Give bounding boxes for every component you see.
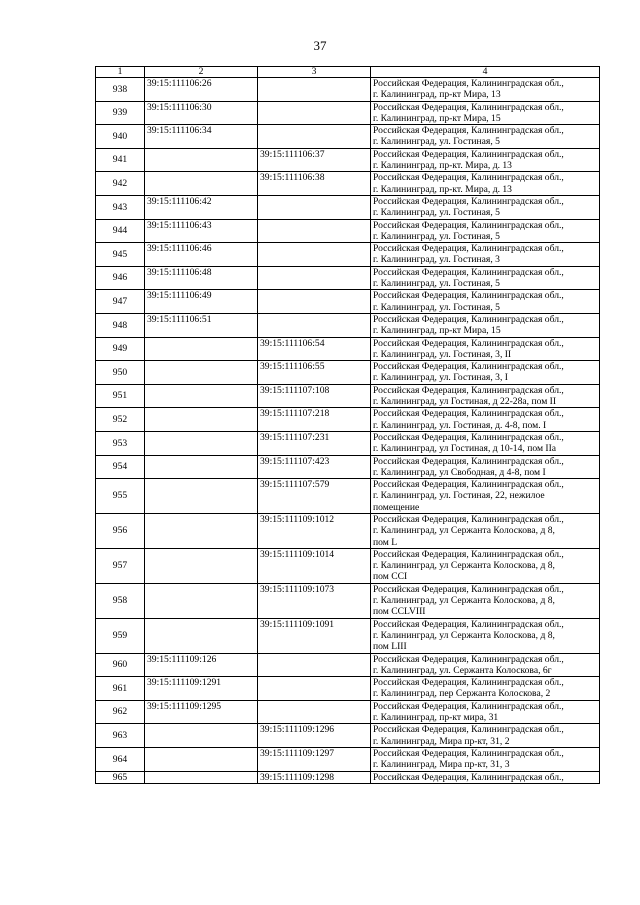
cadastral-number-cell: 39:15:111106:37 <box>258 148 371 172</box>
address-cell: Российская Федерация, Калининградская обл., г. Калининград, ул Сержанта Колоскова, д 8, пом LIII <box>371 618 600 653</box>
table-row <box>96 243 600 267</box>
row-number-cell: 964 <box>96 747 145 771</box>
row-number-cell: 954 <box>96 455 145 479</box>
cadastral-number-cell <box>145 408 258 432</box>
row-number-cell: 962 <box>96 700 145 724</box>
row-number-cell: 963 <box>96 724 145 748</box>
row-number-cell: 942 <box>96 172 145 196</box>
cadastral-number-cell <box>145 384 258 408</box>
row-number-cell: 959 <box>96 618 145 653</box>
registry-table <box>95 66 600 784</box>
address-cell: Российская Федерация, Калининградская обл., г. Калининград, ул. Гостиная, 3, I <box>371 361 600 385</box>
address-cell: Российская Федерация, Калининградская обл., г. Калининград, ул. Гостиная, д. 4-8, пом. I <box>371 408 600 432</box>
table-row <box>96 290 600 314</box>
table-row <box>96 125 600 149</box>
row-number-cell: 943 <box>96 195 145 219</box>
cadastral-number-cell: 39:15:111109:1296 <box>258 724 371 748</box>
table-row <box>96 724 600 748</box>
row-number-cell: 955 <box>96 479 145 514</box>
cadastral-number-cell: 39:15:111107:108 <box>258 384 371 408</box>
cadastral-number-cell: 39:15:111109:126 <box>145 653 258 677</box>
address-cell: Российская Федерация, Калининградская обл., г. Калининград, ул Сержанта Колоскова, д 8, пом CCLVIII <box>371 583 600 618</box>
row-number-cell: 941 <box>96 148 145 172</box>
row-number-cell: 956 <box>96 513 145 548</box>
cadastral-number-cell <box>145 148 258 172</box>
row-number-cell: 953 <box>96 431 145 455</box>
cadastral-number-cell <box>145 479 258 514</box>
row-number-cell: 952 <box>96 408 145 432</box>
cadastral-number-cell: 39:15:111109:1012 <box>258 513 371 548</box>
address-cell: Российская Федерация, Калининградская обл., г. Калининград, ул Свободная, д 4-8, пом I <box>371 455 600 479</box>
cadastral-number-cell: 39:15:111106:43 <box>145 219 258 243</box>
row-number-cell: 945 <box>96 243 145 267</box>
row-number-cell: 949 <box>96 337 145 361</box>
address-cell: Российская Федерация, Калининградская обл., г. Калининград, ул. Гостиная, 5 <box>371 290 600 314</box>
cadastral-number-cell: 39:15:111107:218 <box>258 408 371 432</box>
cadastral-number-cell: 39:15:111106:30 <box>145 101 258 125</box>
row-number-cell: 940 <box>96 125 145 149</box>
row-number-cell: 958 <box>96 583 145 618</box>
cadastral-number-cell: 39:15:111106:54 <box>258 337 371 361</box>
table-row <box>96 384 600 408</box>
address-cell: Российская Федерация, Калининградская обл., г. Калининград, ул. Гостиная, 5 <box>371 195 600 219</box>
address-cell: Российская Федерация, Калининградская обл., г. Калининград, ул. Гостиная, 5 <box>371 125 600 149</box>
address-cell: Российская Федерация, Калининградская обл., г. Калининград, ул. Гостиная, 22, нежилое помещение <box>371 479 600 514</box>
table-row <box>96 431 600 455</box>
cadastral-number-cell: 39:15:111106:49 <box>145 290 258 314</box>
table-row <box>96 78 600 102</box>
cadastral-number-cell <box>145 431 258 455</box>
table-row <box>96 747 600 771</box>
address-cell: Российская Федерация, Калининградская обл., г. Калининград, Мира пр-кт, 31, 2 <box>371 724 600 748</box>
column-header: 1 <box>96 67 145 78</box>
address-cell: Российская Федерация, Калининградская обл., <box>371 771 600 783</box>
row-number-cell: 948 <box>96 313 145 337</box>
cadastral-number-cell <box>258 101 371 125</box>
table-row <box>96 337 600 361</box>
address-cell: Российская Федерация, Калининградская обл., г. Калининград, пр-кт Мира, 15 <box>371 313 600 337</box>
cadastral-number-cell <box>145 618 258 653</box>
table-row <box>96 361 600 385</box>
cadastral-number-cell <box>258 653 371 677</box>
table-row <box>96 653 600 677</box>
cadastral-number-cell: 39:15:111109:1298 <box>258 771 371 783</box>
row-number-cell: 944 <box>96 219 145 243</box>
cadastral-number-cell <box>145 747 258 771</box>
address-cell: Российская Федерация, Калининградская обл., г. Калининград, пр-кт. Мира, д. 13 <box>371 148 600 172</box>
cadastral-number-cell: 39:15:111106:42 <box>145 195 258 219</box>
address-cell: Российская Федерация, Калининградская обл., г. Калининград, Мира пр-кт, 31, 3 <box>371 747 600 771</box>
address-cell: Российская Федерация, Калининградская обл., г. Калининград, ул Сержанта Колоскова, д 8, пом L <box>371 513 600 548</box>
page-number: 37 <box>313 38 327 53</box>
table-row <box>96 101 600 125</box>
address-cell: Российская Федерация, Калининградская обл., г. Калининград, ул. Гостиная, 5 <box>371 219 600 243</box>
table-row <box>96 513 600 548</box>
table-row <box>96 266 600 290</box>
table-row <box>96 771 600 783</box>
cadastral-number-cell: 39:15:111106:51 <box>145 313 258 337</box>
address-cell: Российская Федерация, Калининградская обл., г. Калининград, ул Сержанта Колоскова, д 8, пом CCI <box>371 548 600 583</box>
address-cell: Российская Федерация, Калининградская обл., г. Калининград, ул Гостиная, д 22-28а, пом II <box>371 384 600 408</box>
table-row <box>96 408 600 432</box>
table-row <box>96 148 600 172</box>
table-row <box>96 618 600 653</box>
row-number-cell: 938 <box>96 78 145 102</box>
cadastral-number-cell <box>258 125 371 149</box>
address-cell: Российская Федерация, Калининградская обл., г. Калининград, ул. Гостиная, 3, II <box>371 337 600 361</box>
cadastral-number-cell: 39:15:111109:1014 <box>258 548 371 583</box>
table-row <box>96 172 600 196</box>
address-cell: Российская Федерация, Калининградская обл., г. Калининград, пр-кт Мира, 15 <box>371 101 600 125</box>
cadastral-number-cell: 39:15:111106:34 <box>145 125 258 149</box>
row-number-cell: 965 <box>96 771 145 783</box>
address-cell: Российская Федерация, Калининградская обл., г. Калининград, ул Гостиная, д 10-14, пом IIа <box>371 431 600 455</box>
cadastral-number-cell <box>258 78 371 102</box>
row-number-cell: 946 <box>96 266 145 290</box>
address-cell: Российская Федерация, Калининградская обл., г. Калининград, пр-кт. Мира, д. 13 <box>371 172 600 196</box>
cadastral-number-cell <box>145 771 258 783</box>
column-header: 3 <box>258 67 371 78</box>
row-number-cell: 961 <box>96 677 145 701</box>
table-row <box>96 548 600 583</box>
address-cell: Российская Федерация, Калининградская обл., г. Калининград, ул. Сержанта Колоскова, 6г <box>371 653 600 677</box>
table-header-row <box>96 67 600 78</box>
table-row <box>96 455 600 479</box>
cadastral-number-cell: 39:15:111107:579 <box>258 479 371 514</box>
row-number-cell: 957 <box>96 548 145 583</box>
row-number-cell: 951 <box>96 384 145 408</box>
cadastral-number-cell <box>258 700 371 724</box>
cadastral-number-cell: 39:15:111109:1297 <box>258 747 371 771</box>
cadastral-number-cell <box>145 583 258 618</box>
row-number-cell: 947 <box>96 290 145 314</box>
cadastral-number-cell: 39:15:111109:1091 <box>258 618 371 653</box>
table-row <box>96 677 600 701</box>
cadastral-number-cell: 39:15:111109:1291 <box>145 677 258 701</box>
table-row <box>96 700 600 724</box>
cadastral-number-cell <box>258 219 371 243</box>
address-cell: Российская Федерация, Калининградская обл., г. Калининград, пр-кт Мира, 13 <box>371 78 600 102</box>
cadastral-number-cell: 39:15:111106:38 <box>258 172 371 196</box>
cadastral-number-cell <box>258 243 371 267</box>
cadastral-number-cell <box>145 172 258 196</box>
table-row <box>96 195 600 219</box>
cadastral-number-cell: 39:15:111107:423 <box>258 455 371 479</box>
table-row <box>96 313 600 337</box>
column-header: 4 <box>371 67 600 78</box>
cadastral-number-cell: 39:15:111109:1073 <box>258 583 371 618</box>
cadastral-number-cell: 39:15:111106:55 <box>258 361 371 385</box>
address-cell: Российская Федерация, Калининградская обл., г. Калининград, ул. Гостиная, 5 <box>371 266 600 290</box>
cadastral-number-cell <box>145 337 258 361</box>
cadastral-number-cell: 39:15:111109:1295 <box>145 700 258 724</box>
cadastral-number-cell <box>145 724 258 748</box>
row-number-cell: 939 <box>96 101 145 125</box>
cadastral-number-cell <box>258 313 371 337</box>
row-number-cell: 960 <box>96 653 145 677</box>
cadastral-number-cell <box>145 513 258 548</box>
address-cell: Российская Федерация, Калининградская обл., г. Калининград, пр-кт мира, 31 <box>371 700 600 724</box>
column-header: 2 <box>145 67 258 78</box>
cadastral-number-cell: 39:15:111106:26 <box>145 78 258 102</box>
address-cell: Российская Федерация, Калининградская обл., г. Калининград, пер Сержанта Колоскова, 2 <box>371 677 600 701</box>
address-cell: Российская Федерация, Калининградская обл., г. Калининград, ул. Гостиная, 3 <box>371 243 600 267</box>
table-row <box>96 479 600 514</box>
cadastral-number-cell: 39:15:111107:231 <box>258 431 371 455</box>
table-row <box>96 219 600 243</box>
cadastral-number-cell <box>145 361 258 385</box>
cadastral-number-cell <box>258 195 371 219</box>
table-row <box>96 583 600 618</box>
cadastral-number-cell <box>145 455 258 479</box>
row-number-cell: 950 <box>96 361 145 385</box>
cadastral-number-cell <box>258 677 371 701</box>
cadastral-number-cell <box>145 548 258 583</box>
cadastral-number-cell <box>258 266 371 290</box>
cadastral-number-cell: 39:15:111106:46 <box>145 243 258 267</box>
cadastral-number-cell <box>258 290 371 314</box>
cadastral-number-cell: 39:15:111106:48 <box>145 266 258 290</box>
